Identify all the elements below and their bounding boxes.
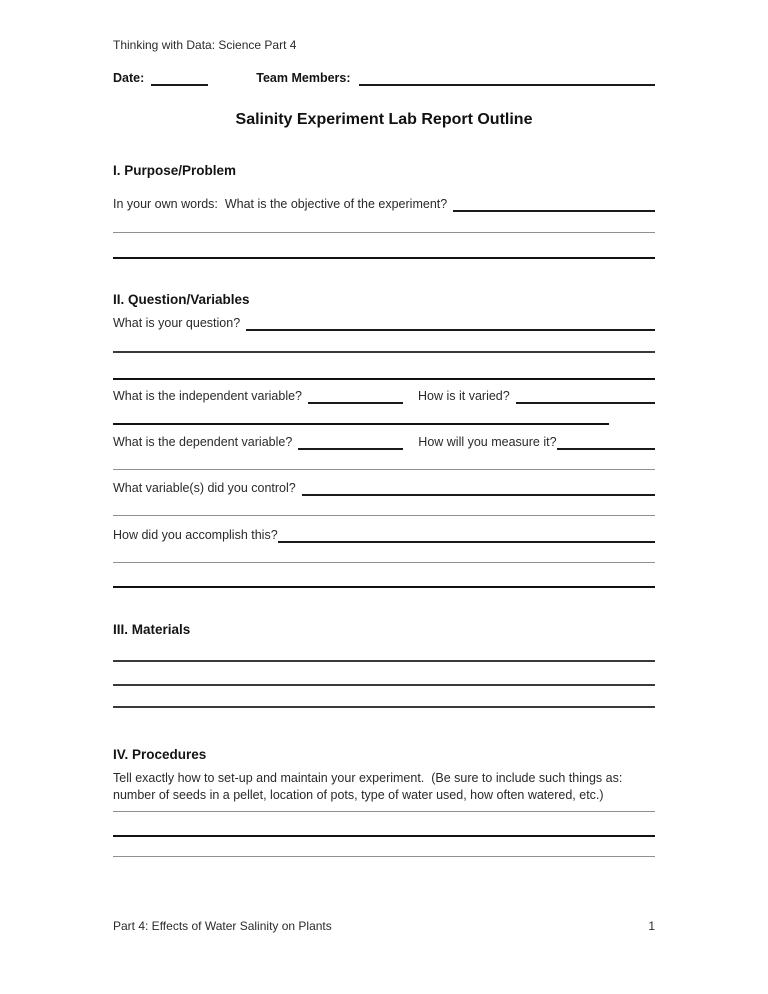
materials-line[interactable] [113, 706, 655, 708]
control-variables-label: What variable(s) did you control? [113, 481, 296, 495]
question-label: What is your question? [113, 316, 241, 330]
answer-line[interactable] [113, 515, 655, 516]
answer-line[interactable] [113, 586, 655, 588]
materials-line[interactable] [113, 660, 655, 662]
accomplish-row [113, 527, 655, 543]
control-variables-row [113, 480, 655, 496]
answer-line[interactable] [113, 469, 655, 470]
footer-text: Part 4: Effects of Water Salinity on Plants [113, 919, 332, 933]
independent-variable-row [113, 388, 655, 404]
question-row [113, 315, 655, 331]
answer-line[interactable] [113, 351, 655, 353]
dependent-variable-blank[interactable] [298, 448, 403, 450]
accomplish-label: How did you accomplish this? [113, 528, 278, 542]
section-heading-procedures: IV. Procedures [113, 747, 207, 762]
accomplish-blank[interactable] [278, 541, 655, 543]
question-answer-blank[interactable] [246, 329, 655, 331]
how-measure-label: How will you measure it? [418, 435, 557, 449]
page-number: 1 [648, 919, 655, 933]
section-heading-materials: III. Materials [113, 622, 191, 637]
control-variables-blank[interactable] [302, 494, 655, 496]
independent-variable-blank[interactable] [308, 402, 403, 404]
how-varied-label: How is it varied? [418, 389, 510, 403]
answer-line[interactable] [113, 423, 609, 425]
section-heading-question-variables: II. Question/Variables [113, 292, 250, 307]
independent-variable-label: What is the independent variable? [113, 389, 303, 403]
answer-line[interactable] [113, 257, 655, 259]
team-members-label: Team Members: [256, 71, 351, 85]
page-footer [113, 919, 655, 933]
dependent-variable-label: What is the dependent variable? [113, 435, 293, 449]
answer-line[interactable] [113, 562, 655, 563]
page-title: Salinity Experiment Lab Report Outline [235, 111, 533, 128]
objective-answer-blank[interactable] [453, 210, 655, 212]
answer-line[interactable] [113, 232, 655, 233]
answer-line[interactable] [113, 835, 655, 837]
course-header: Thinking with Data: Science Part 4 [113, 38, 297, 52]
materials-line[interactable] [113, 684, 655, 686]
section-heading-purpose: I. Purpose/Problem [113, 163, 237, 178]
answer-line[interactable] [113, 856, 655, 857]
dependent-variable-row [113, 434, 655, 450]
date-team-row [113, 71, 655, 86]
date-label: Date: [113, 71, 145, 85]
how-varied-blank[interactable] [516, 402, 655, 404]
answer-line[interactable] [113, 811, 655, 812]
team-members-blank[interactable] [359, 84, 655, 86]
procedures-instructions: Tell exactly how to set-up and maintain your experiment. (Be sure to include such things as: number of seeds in a pellet, location of pots, type of water used, how often watered, etc.) [113, 771, 626, 802]
how-measure-blank[interactable] [557, 448, 655, 450]
objective-question-row [113, 196, 655, 212]
answer-line[interactable] [113, 378, 655, 380]
objective-question-label: In your own words: What is the objective of the experiment? [113, 197, 448, 211]
date-blank[interactable] [151, 84, 208, 86]
